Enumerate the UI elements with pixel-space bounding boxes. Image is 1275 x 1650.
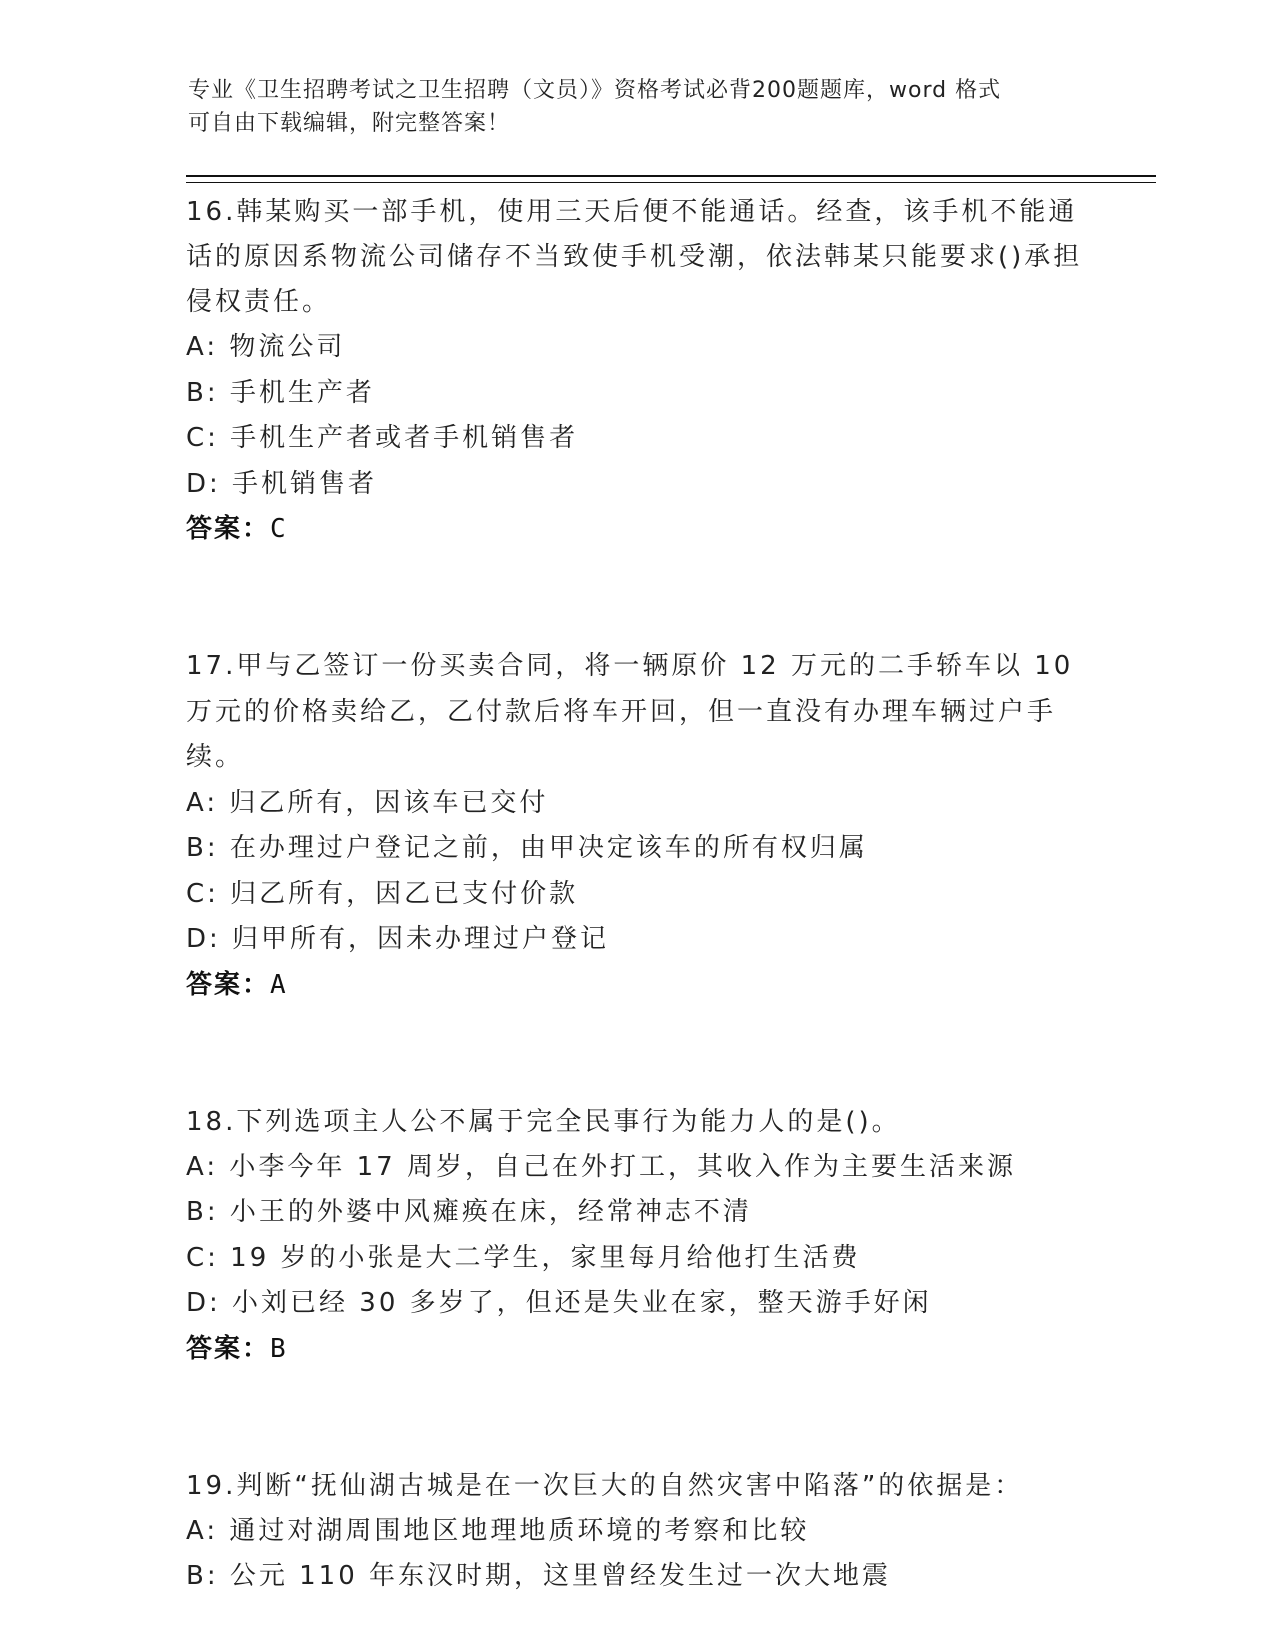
option-d: D: 手机销售者 — [186, 468, 378, 499]
option-c: C: 手机生产者或者手机销售者 — [186, 423, 579, 453]
document-header — [188, 74, 1088, 140]
option-b: B: 公元 110 年东汉时期，这里曾经发生过一次大地震 — [186, 1561, 892, 1591]
answer-label: 答案： — [186, 969, 271, 1000]
header-title-line-1: 专业《卫生招聘考试之卫生招聘（文员）》资格考试必背200题题库，word 格式 — [188, 78, 1002, 103]
header-divider-thin — [186, 182, 1156, 183]
question-19 — [186, 1464, 1086, 1600]
option-a: A: 物流公司 — [186, 332, 346, 362]
question-17 — [186, 644, 1086, 1008]
option-c: C: 归乙所有，因乙已支付价款 — [186, 878, 579, 909]
answer-value: A — [270, 969, 288, 1000]
header-divider-thick — [186, 175, 1156, 177]
answer-value: C — [270, 514, 288, 544]
option-b: B: 在办理过户登记之前，由甲决定该车的所有权归属 — [186, 833, 868, 863]
question-spacer — [186, 1372, 1086, 1464]
option-d: D: 归甲所有，因未办理过户登记 — [186, 924, 610, 954]
answer-label: 答案： — [186, 514, 271, 544]
question-list — [186, 190, 1086, 1600]
question-stem: 17.甲与乙签订一份买卖合同，将一辆原价 12 万元的二手轿车以 10 万元的价格卖给乙，乙付款后将车开回，但一直没有办理车辆过户手续。 — [186, 651, 1074, 772]
answer-line — [186, 963, 1086, 1008]
answer-line — [186, 507, 1086, 552]
option-d: D: 小刘已经 30 多岁了，但还是失业在家，整天游手好闲 — [186, 1288, 932, 1318]
question-stem: 19.判断“抚仙湖古城是在一次巨大的自然灾害中陷落”的依据是： — [186, 1470, 1024, 1501]
question-spacer — [186, 552, 1086, 644]
option-b: B: 手机生产者 — [186, 377, 375, 408]
option-b: B: 小王的外婆中风瘫痪在床，经常神志不清 — [186, 1197, 752, 1227]
answer-label: 答案： — [186, 1333, 271, 1364]
option-a: A: 归乙所有，因该车已交付 — [186, 787, 549, 818]
question-stem: 18.下列选项主人公不属于完全民事行为能力人的是()。 — [186, 1106, 901, 1137]
header-title-line-2: 可自由下载编辑，附完整答案！ — [188, 111, 511, 136]
question-stem: 16.韩某购买一部手机，使用三天后便不能通话。经查，该手机不能通话的原因系物流公司储存不当致使手机受潮，依法韩某只能要求()承担侵权责任。 — [186, 197, 1083, 317]
option-a: A: 小李今年 17 周岁，自己在外打工，其收入作为主要生活来源 — [186, 1151, 1016, 1182]
question-spacer — [186, 1008, 1086, 1100]
option-c: C: 19 岁的小张是大二学生，家里每月给他打生活费 — [186, 1242, 861, 1273]
question-16 — [186, 190, 1086, 552]
option-a: A: 通过对湖周围地区地理地质环境的考察和比较 — [186, 1515, 810, 1546]
answer-value: B — [270, 1333, 288, 1364]
question-18 — [186, 1100, 1086, 1372]
answer-line — [186, 1327, 1086, 1372]
